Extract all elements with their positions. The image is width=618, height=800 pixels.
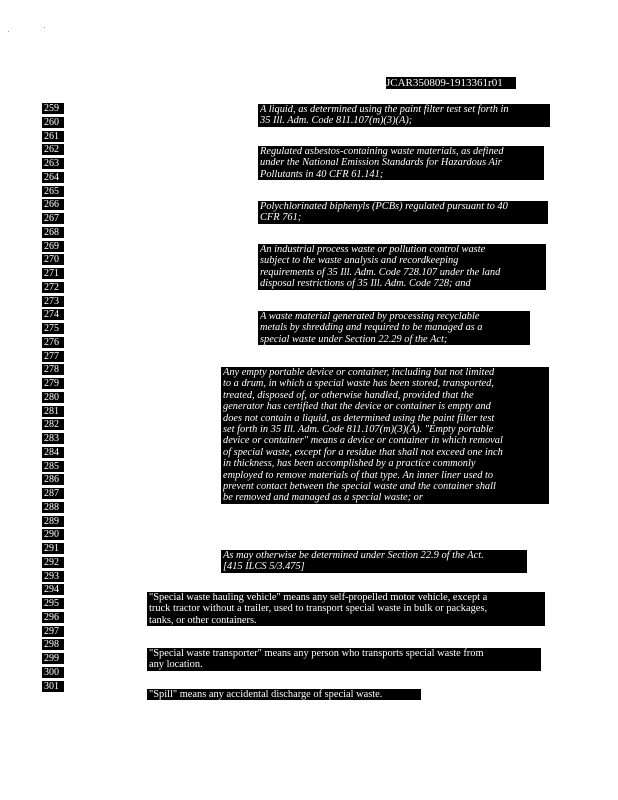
paragraph-pcbs bbox=[258, 201, 548, 224]
line-number: 285 bbox=[42, 461, 64, 472]
text-line: Polychlorinated biphenyls (PCBs) regulated pursuant to 40 bbox=[260, 201, 508, 212]
text-line: CFR 761; bbox=[260, 212, 302, 224]
line-number: 289 bbox=[42, 516, 64, 527]
line-number: 293 bbox=[42, 571, 64, 582]
text-line: employed to remove materials of that type. An inner liner used to bbox=[223, 469, 494, 481]
text-line: An industrial process waste or pollution control waste bbox=[260, 244, 486, 255]
text-line: device or container" means a device or container in which removal bbox=[223, 435, 503, 447]
definition-special-waste-transporter bbox=[147, 648, 541, 671]
line-number: 290 bbox=[42, 529, 64, 540]
paragraph-industrial-waste bbox=[258, 244, 546, 290]
line-number: 278 bbox=[42, 364, 64, 375]
line-number: 298 bbox=[42, 639, 64, 650]
line-number: 261 bbox=[42, 131, 64, 142]
line-number: 276 bbox=[42, 337, 64, 348]
line-number: 259 bbox=[42, 103, 64, 114]
line-number: 269 bbox=[42, 241, 64, 252]
line-number: 272 bbox=[42, 282, 64, 293]
text-line: truck tractor without a trailer, used to transport special waste in bulk or packages, bbox=[149, 603, 488, 615]
line-number: 300 bbox=[42, 667, 64, 678]
text-line: "Spill" means any accidental discharge of special waste. bbox=[149, 689, 383, 700]
line-number: 296 bbox=[42, 612, 64, 623]
line-number: 270 bbox=[42, 254, 64, 265]
line-number: 264 bbox=[42, 172, 64, 183]
line-number: 299 bbox=[42, 653, 64, 664]
text-line: disposal restrictions of 35 Ill. Adm. Code 728; and bbox=[260, 278, 471, 290]
text-line: set forth in 35 Ill. Adm. Code 811.107(m)(3)(A). "Empty portable bbox=[223, 424, 494, 436]
paragraph-liquid bbox=[258, 104, 550, 127]
line-number: 282 bbox=[42, 419, 64, 430]
line-number: 273 bbox=[42, 296, 64, 307]
scan-speck bbox=[44, 27, 45, 28]
text-line: metals by shredding and required to be managed as a bbox=[260, 322, 483, 334]
line-number: 274 bbox=[42, 309, 64, 320]
text-line: A liquid, as determined using the paint filter test set forth in bbox=[260, 104, 509, 115]
text-line: generator has certified that the device or container is empty and bbox=[223, 401, 491, 413]
line-number: 262 bbox=[42, 144, 64, 155]
line-number: 281 bbox=[42, 406, 64, 417]
text-line: 35 Ill. Adm. Code 811.107(m)(3)(A); bbox=[260, 115, 413, 127]
text-line: to a drum, in which a special waste has been stored, transported, bbox=[223, 378, 494, 390]
line-number: 287 bbox=[42, 488, 64, 499]
text-line: subject to the waste analysis and recordkeeping bbox=[260, 255, 459, 267]
text-line: treated, disposed of, or otherwise handled, provided that the bbox=[223, 389, 474, 401]
line-number: 286 bbox=[42, 474, 64, 485]
text-line: Any empty portable device or container, including but not limited bbox=[223, 367, 495, 378]
text-line: requirements of 35 Ill. Adm. Code 728.107 under the land bbox=[260, 266, 501, 278]
text-line: of special waste, except for a residue that shall not exceed one inch bbox=[223, 446, 503, 458]
line-number: 294 bbox=[42, 584, 64, 595]
text-line: tanks, or other containers. bbox=[149, 614, 257, 626]
line-number: 265 bbox=[42, 186, 64, 197]
text-line: "Special waste hauling vehicle" means any self-propelled motor vehicle, except a bbox=[149, 592, 488, 603]
scan-speck bbox=[8, 31, 9, 32]
text-line: As may otherwise be determined under Section 22.9 of the Act. bbox=[223, 550, 484, 561]
line-number: 271 bbox=[42, 268, 64, 279]
definition-special-waste-hauling-vehicle bbox=[147, 592, 545, 626]
line-number: 288 bbox=[42, 502, 64, 513]
paragraph-asbestos bbox=[258, 146, 544, 180]
line-number: 295 bbox=[42, 598, 64, 609]
text-line: special waste under Section 22.29 of the Act; bbox=[260, 333, 448, 345]
text-line: "Special waste transporter" means any person who transports special waste from bbox=[149, 648, 484, 659]
text-line: Pollutants in 40 CFR 61.141; bbox=[260, 168, 384, 180]
line-number: 275 bbox=[42, 323, 64, 334]
line-number: 280 bbox=[42, 392, 64, 403]
text-line: any location. bbox=[149, 659, 203, 671]
text-line: Regulated asbestos-containing waste materials, as defined bbox=[260, 146, 504, 157]
line-number: 260 bbox=[42, 117, 64, 128]
line-number: 284 bbox=[42, 447, 64, 458]
text-line: in thickness, has been accomplished by a practice commonly bbox=[223, 458, 476, 470]
document-id: JCAR350809-1913361r01 bbox=[386, 77, 516, 89]
text-line: A waste material generated by processing recyclable bbox=[260, 311, 480, 322]
line-number: 283 bbox=[42, 433, 64, 444]
text-line: does not contain a liquid, as determined using the paint filter test bbox=[223, 412, 495, 424]
text-line: be removed and managed as a special waste; or bbox=[223, 492, 423, 504]
line-number: 266 bbox=[42, 199, 64, 210]
paragraph-section-22-9 bbox=[221, 550, 527, 573]
text-line: prevent contact between the special waste and the container shall bbox=[223, 481, 496, 493]
text-line: under the National Emission Standards for Hazardous Air bbox=[260, 157, 502, 169]
line-number: 267 bbox=[42, 213, 64, 224]
line-number: 291 bbox=[42, 543, 64, 554]
paragraph-recyclable-metals bbox=[258, 311, 530, 345]
text-line: [415 ILCS 5/3.475] bbox=[223, 561, 305, 573]
paragraph-empty-container bbox=[221, 367, 549, 504]
line-number: 279 bbox=[42, 378, 64, 389]
definition-spill bbox=[147, 689, 421, 700]
line-number: 263 bbox=[42, 158, 64, 169]
line-number: 268 bbox=[42, 227, 64, 238]
line-number: 292 bbox=[42, 557, 64, 568]
line-number: 301 bbox=[42, 681, 64, 692]
line-number: 297 bbox=[42, 626, 64, 637]
line-number: 277 bbox=[42, 351, 64, 362]
